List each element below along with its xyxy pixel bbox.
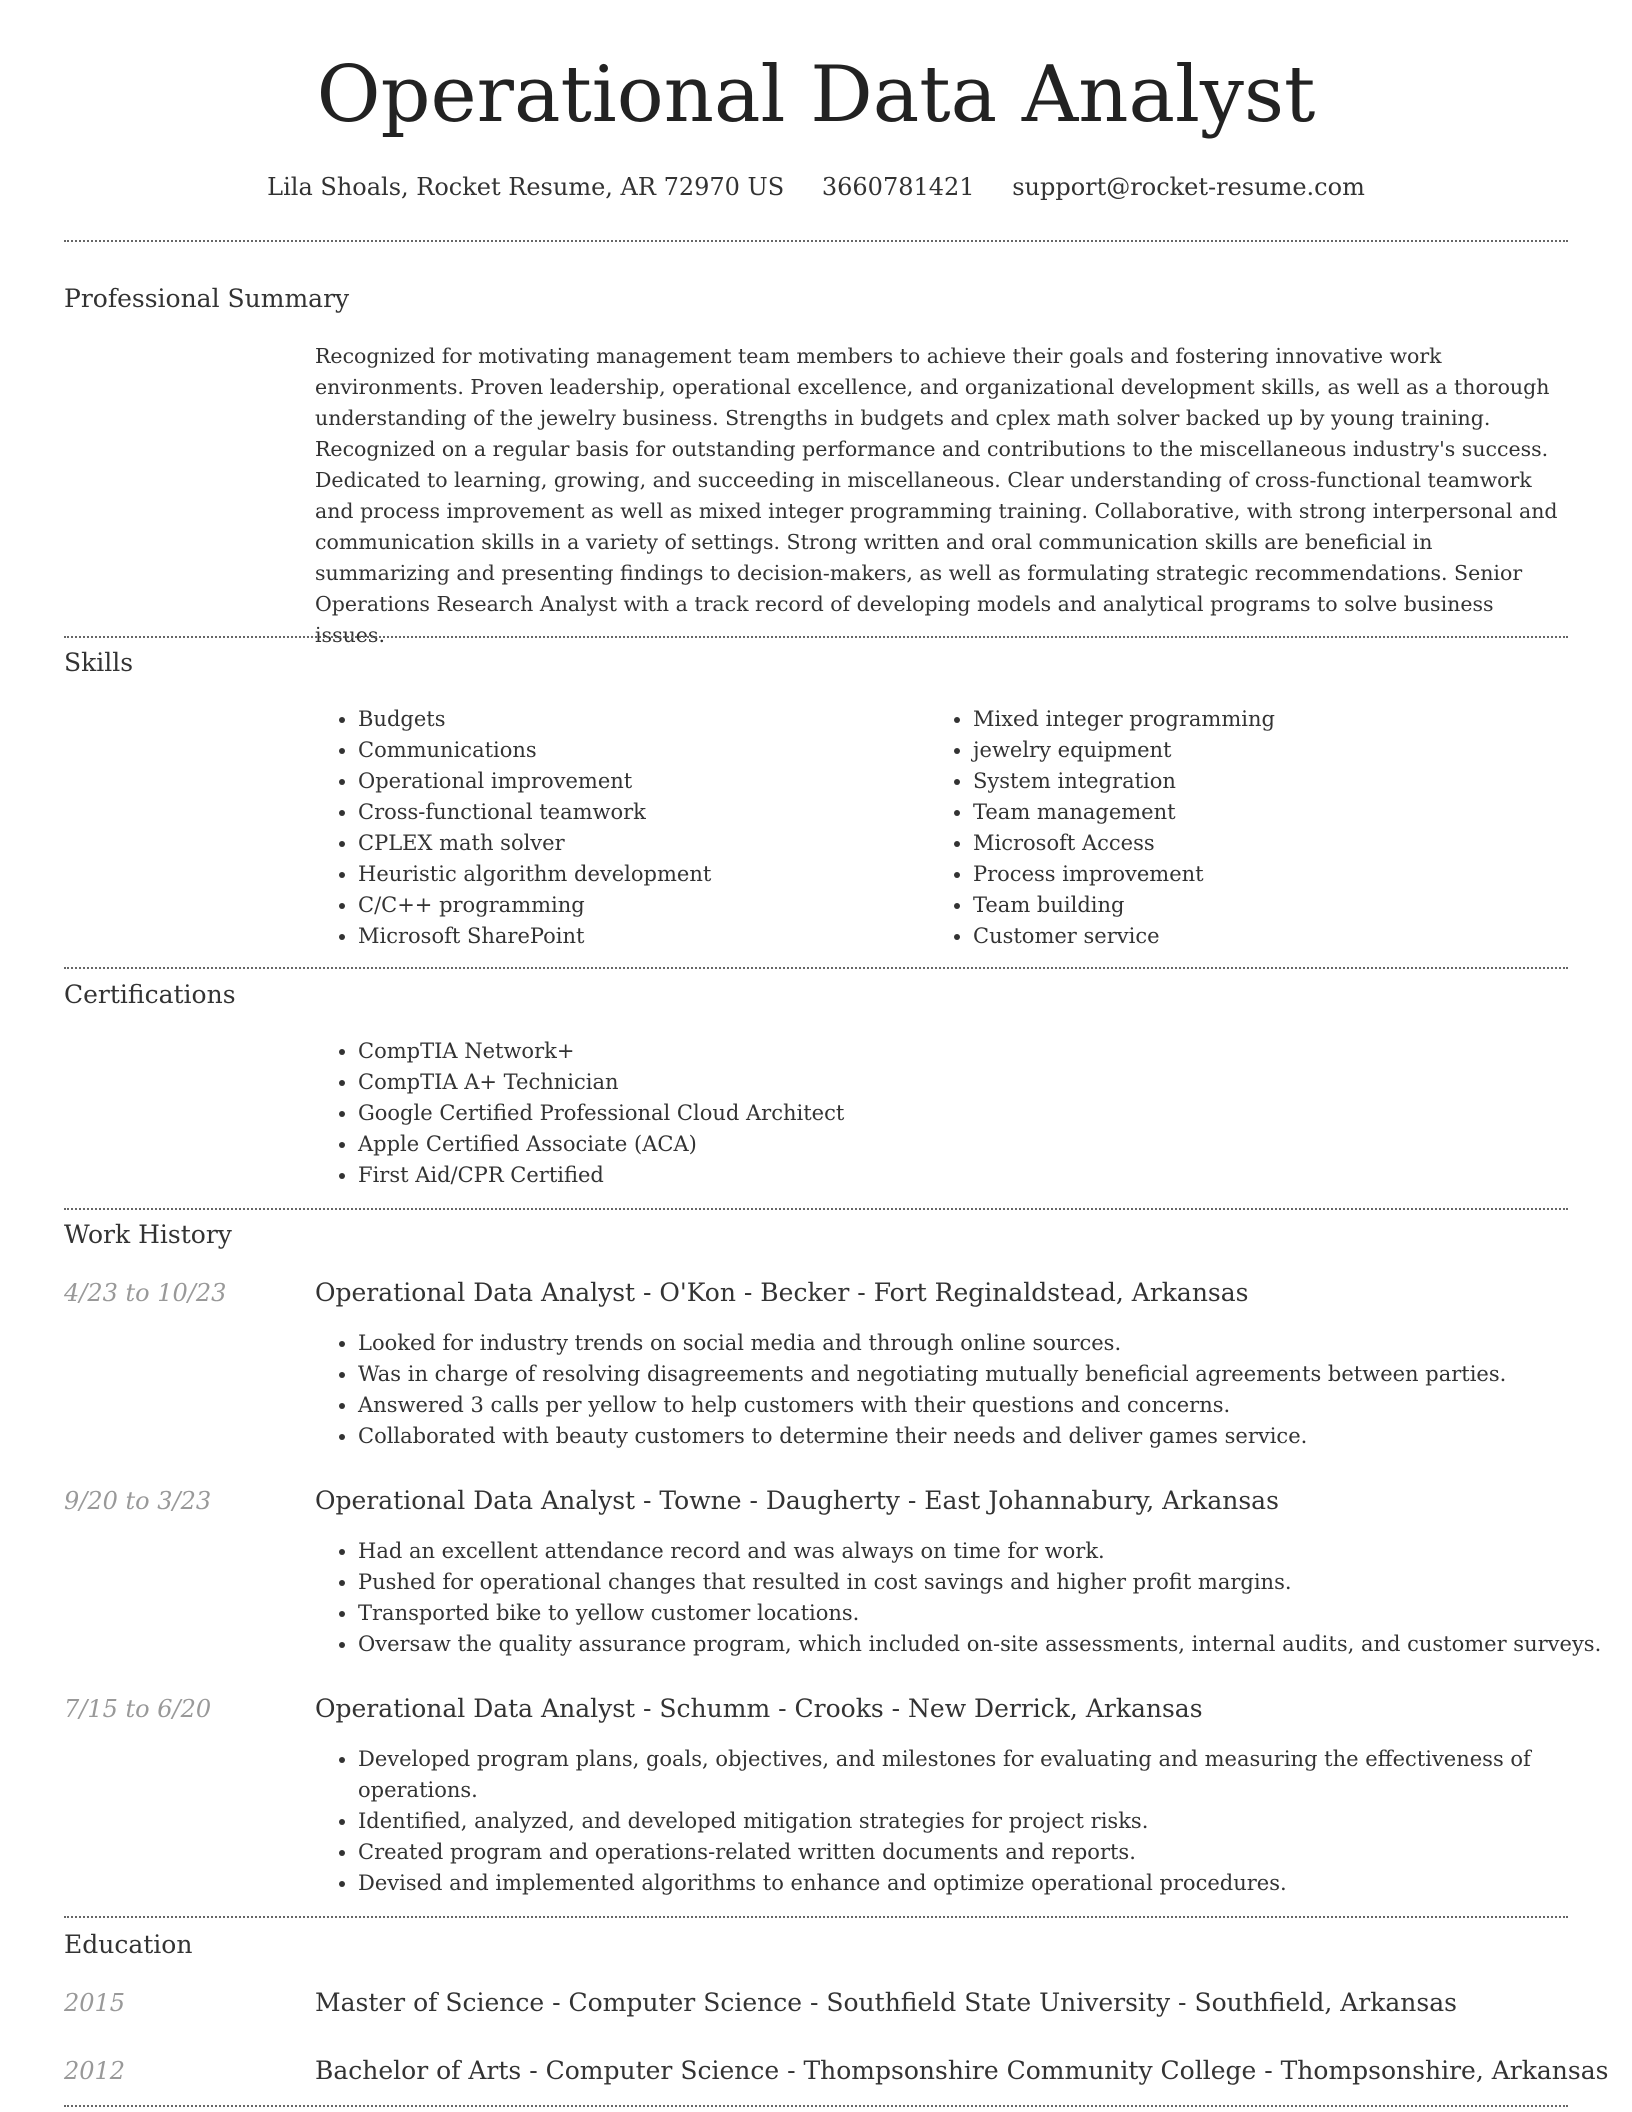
section-title-education: Education [64,1930,193,1959]
list-item: • Process improvement [973,859,1573,890]
education-degree: Master of Science - Computer Science - Southfield State University - Southfield, Arkansas [315,1988,1457,2017]
list-item: • Collaborated with beauty customers to determine their needs and deliver games service. [358,1421,1608,1452]
skills-list-left [314,704,918,952]
list-item: • Microsoft SharePoint [358,921,918,952]
education-year: 2012 [64,2057,126,2085]
list-item: • Was in charge of resolving disagreements and negotiating mutually beneficial agreements between parties. [358,1359,1608,1390]
job-title: Operational Data Analyst - O'Kon - Becker - Fort Reginaldstead, Arkansas [315,1278,1249,1307]
divider [64,1916,1568,1918]
list-item: • CPLEX math solver [358,828,918,859]
divider [64,967,1568,969]
job-bullets [314,1536,1608,1660]
summary-text: Recognized for motivating management team members to achieve their goals and fostering innovative work environments. Proven leadership, operational excellence, and organizational development skills, as well as a thorough understanding of the jewelry business. Strengths in budgets and cplex math solver backed up by young training. Recognized on a regular basis for outstanding performance and contributions to the miscellaneous industry's success. Dedicated to learning, growing, and succeeding in miscellaneous. Clear understanding of cross-functional teamwork and process improvement as well as mixed integer programming training. Collaborative, with strong interpersonal and communication skills in a variety of settings. Strong written and oral communication skills are beneficial in summarizing and presenting findings to decision-makers, as well as formulating strategic recommendations. Senior Operations Research Analyst with a track record of developing models and analytical programs to solve business issues. [315,344,1558,647]
list-item: • CompTIA Network+ [358,1036,1558,1067]
list-item: • System integration [973,766,1573,797]
section-title-skills: Skills [64,648,134,677]
contact-email: support@rocket-resume.com [1012,173,1365,201]
section-title-summary: Professional Summary [64,284,350,313]
list-item: • Cross-functional teamwork [358,797,918,828]
list-item: • Budgets [358,704,918,735]
list-item: • Heuristic algorithm development [358,859,918,890]
job-title: Operational Data Analyst - Schumm - Crooks - New Derrick, Arkansas [315,1694,1203,1723]
list-item: • Pushed for operational changes that resulted in cost savings and higher profit margins. [358,1567,1608,1598]
contact-phone: 3660781421 [821,173,975,201]
job-dates: 7/15 to 6/20 [64,1695,212,1723]
list-item: • Team building [973,890,1573,921]
list-item: • Looked for industry trends on social media and through online sources. [358,1328,1608,1359]
section-title-work-history: Work History [64,1220,232,1249]
list-item: • Had an excellent attendance record and was always on time for work. [358,1536,1608,1567]
list-item: • Identified, analyzed, and developed mitigation strategies for project risks. [358,1806,1558,1837]
certifications-list [314,1036,1558,1191]
list-item: • Oversaw the quality assurance program, which included on-site assessments, internal audits, and customer surveys. [358,1629,1608,1660]
list-item: • C/C++ programming [358,890,918,921]
section-title-certifications: Certifications [64,980,236,1009]
education-degree: Bachelor of Arts - Computer Science - Thompsonshire Community College - Thompsonshire, Arkansas [315,2056,1609,2085]
list-item: • Devised and implemented algorithms to enhance and optimize operational procedures. [358,1868,1558,1899]
divider [64,240,1568,242]
education-year: 2015 [64,1989,126,2017]
list-item: • Team management [973,797,1573,828]
job-dates: 4/23 to 10/23 [64,1279,227,1307]
skills-list-right [929,704,1573,952]
list-item: • Created program and operations-related written documents and reports. [358,1837,1558,1868]
divider [64,2105,1568,2107]
list-item: • First Aid/CPR Certified [358,1160,1558,1191]
job-dates: 9/20 to 3/23 [64,1487,212,1515]
list-item: • Communications [358,735,918,766]
contact-address: Lila Shoals, Rocket Resume, AR 72970 US [267,173,785,201]
list-item: • Mixed integer programming [973,704,1573,735]
job-bullets [314,1328,1608,1452]
page-title: Operational Data Analyst [316,50,1316,140]
list-item: • Transported bike to yellow customer locations. [358,1598,1608,1629]
list-item: • Customer service [973,921,1573,952]
divider [64,1208,1568,1210]
list-item: • Microsoft Access [973,828,1573,859]
list-item: • jewelry equipment [973,735,1573,766]
list-item: • Developed program plans, goals, objectives, and milestones for evaluating and measuring the effectiveness of operations. [358,1744,1558,1806]
list-item: • Answered 3 calls per yellow to help customers with their questions and concerns. [358,1390,1608,1421]
job-bullets [314,1744,1558,1899]
contact-line [0,173,1632,201]
list-item: • Google Certified Professional Cloud Architect [358,1098,1558,1129]
list-item: • CompTIA A+ Technician [358,1067,1558,1098]
list-item: • Operational improvement [358,766,918,797]
divider [64,636,1568,638]
list-item: • Apple Certified Associate (ACA) [358,1129,1558,1160]
job-title: Operational Data Analyst - Towne - Daugherty - East Johannabury, Arkansas [315,1486,1279,1515]
